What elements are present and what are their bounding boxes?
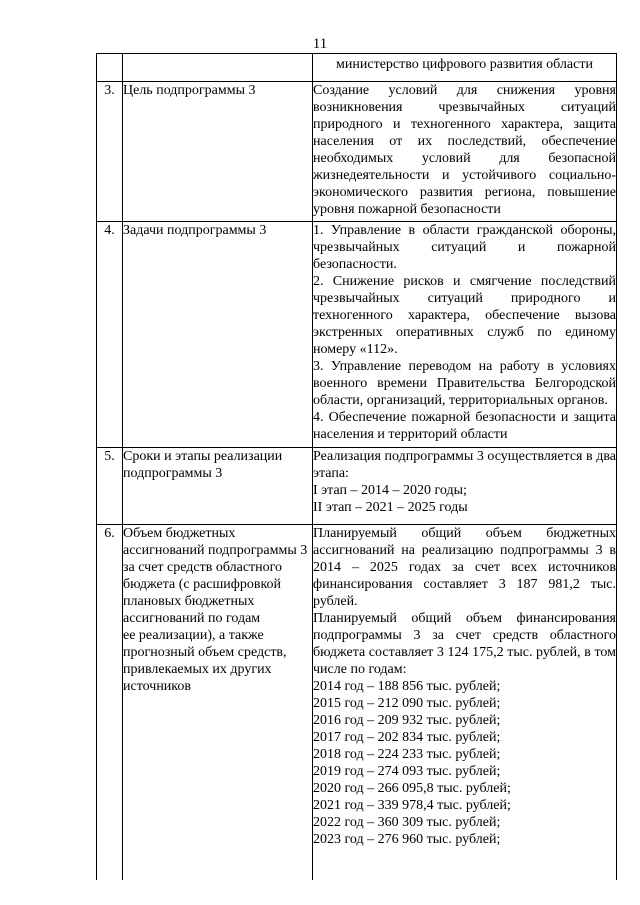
label-line: Объем бюджетных — [123, 526, 236, 541]
row-number — [97, 54, 123, 82]
row-value — [313, 222, 617, 448]
value-paragraph: Планируемый общий объем бюджетных ассигнований на реализацию подпрограммы 3 в 2014 – 2025 годах за счет всех источников финансирования составляет 3 187 981,2 тыс. рублей. — [313, 526, 616, 609]
value-paragraph: Реализация подпрограммы 3 осуществляется в два этапа: — [313, 449, 616, 481]
table-row — [97, 448, 617, 525]
value-paragraph: Создание условий для снижения уровня возникновения чрезвычайных ситуаций природного и техногенного характера, защита населения от их последствий, обеспечение необходимых условий для безопасной жизнедеятельности и устойчивого социально-экономического развития региона, повышение уровня пожарной безопасности — [313, 83, 616, 217]
row-value — [313, 525, 617, 881]
year-amount: 2020 год – 266 095,8 тыс. рублей; — [313, 781, 511, 796]
passport-table — [96, 53, 617, 880]
label-line: привлекаемых их других — [123, 662, 272, 677]
value-paragraph: 1. Управление в области гражданской обороны, чрезвычайных ситуаций и пожарной безопасности. — [313, 223, 616, 272]
value-paragraph: 3. Управление переводом на работу в условиях военного времени Правительства Белгородской области, организаций, территориальных органов. — [313, 359, 616, 408]
label-line: бюджета (с расшифровкой — [123, 577, 282, 592]
value-paragraph: II этап – 2021 – 2025 годы — [313, 500, 468, 515]
year-amount: 2015 год – 212 090 тыс. рублей; — [313, 696, 501, 711]
label-line: ее реализации), а также — [123, 628, 264, 643]
label-line: за счет средств областного — [123, 560, 283, 575]
label-line: плановых бюджетных — [123, 594, 255, 609]
label-line: ассигнований подпрограммы 3 — [123, 543, 308, 558]
row-value — [313, 54, 617, 82]
year-amount: 2023 год – 276 960 тыс. рублей; — [313, 832, 501, 847]
table-row — [97, 222, 617, 448]
row-number: 3. — [97, 82, 123, 222]
value-paragraph: 4. Обеспечение пожарной безопасности и защита населения и территорий области — [313, 410, 616, 442]
table-row — [97, 54, 617, 82]
value-paragraph: I этап – 2014 – 2020 годы; — [313, 483, 467, 498]
year-amount: 2021 год – 339 978,4 тыс. рублей; — [313, 798, 511, 813]
label-line: прогнозный объем средств, — [123, 645, 287, 660]
table-row — [97, 525, 617, 881]
row-label — [123, 54, 313, 82]
year-amount: 2018 год – 224 233 тыс. рублей; — [313, 747, 501, 762]
row-number: 6. — [97, 525, 123, 881]
row-number: 5. — [97, 448, 123, 525]
value-paragraph: Планируемый общий объем финансирования подпрограммы 3 за счет средств областного бюджета составляет 3 124 175,2 тыс. рублей, в том числе по годам: — [313, 611, 616, 677]
row-label: Сроки и этапы реализации подпрограммы 3 — [123, 448, 313, 525]
value-paragraph: 2. Снижение рисков и смягчение последствий чрезвычайных ситуаций природного и техногенного характера, обеспечение вызова экстренных оперативных служб по единому номеру «112». — [313, 274, 616, 357]
table-row — [97, 82, 617, 222]
value-paragraph: министерство цифрового развития области — [336, 57, 593, 72]
label-line: ассигнований по годам — [123, 611, 261, 626]
label-line: источников — [123, 679, 192, 694]
year-amount: 2016 год – 209 932 тыс. рублей; — [313, 713, 501, 728]
row-value — [313, 82, 617, 222]
row-number: 4. — [97, 222, 123, 448]
page-number: 11 — [312, 36, 328, 52]
year-amount: 2017 год – 202 834 тыс. рублей; — [313, 730, 501, 745]
row-label — [123, 525, 313, 881]
year-amount: 2014 год – 188 856 тыс. рублей; — [313, 679, 501, 694]
row-label: Цель подпрограммы 3 — [123, 82, 313, 222]
year-amount: 2022 год – 360 309 тыс. рублей; — [313, 815, 501, 830]
row-value — [313, 448, 617, 525]
year-amount: 2019 год – 274 093 тыс. рублей; — [313, 764, 501, 779]
row-label: Задачи подпрограммы 3 — [123, 222, 313, 448]
